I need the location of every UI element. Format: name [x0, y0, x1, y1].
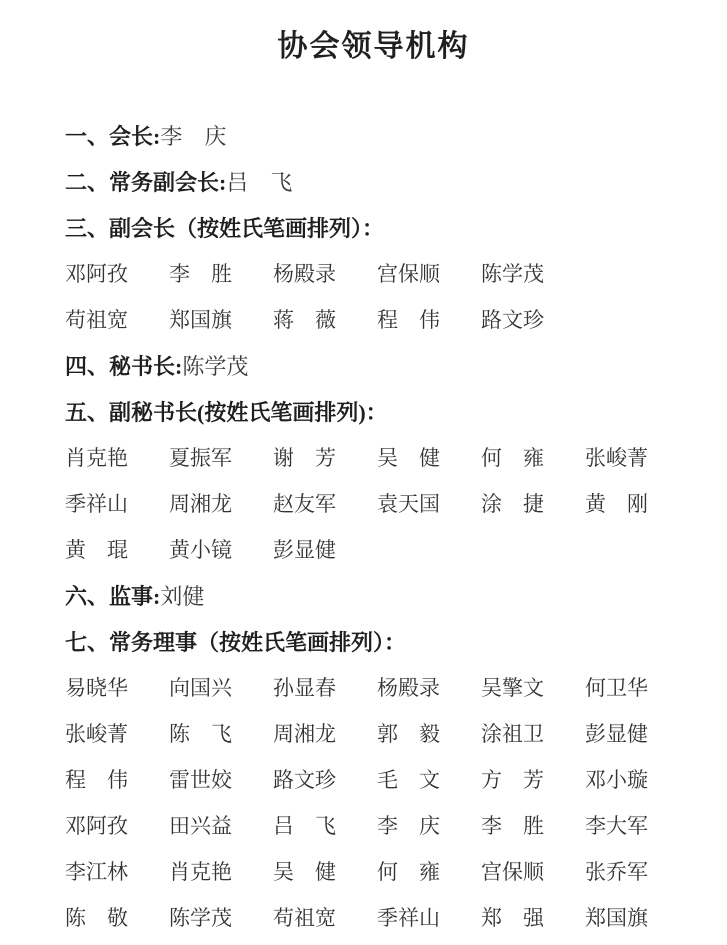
- member-name: 蒋 薇: [273, 308, 336, 332]
- heading-president: [65, 112, 682, 158]
- member-name: 夏振军: [169, 446, 232, 470]
- member-name: 郑 强: [481, 906, 544, 930]
- heading-president-name: 李 庆: [160, 123, 227, 149]
- heading-deputy-secretaries: [65, 388, 682, 434]
- member-name: 彭显健: [273, 538, 336, 562]
- member-name: 张峻菁: [65, 722, 128, 746]
- member-name: 毛 文: [377, 768, 440, 792]
- member-name: 何 雍: [377, 860, 440, 884]
- heading-secretary-general-name: 陈学茂: [182, 353, 249, 379]
- vice-presidents-row-2: [65, 296, 682, 342]
- deputy-secretaries-row-1: [65, 434, 682, 480]
- member-name: 易晓华: [65, 676, 128, 700]
- member-name: 黄 琨: [65, 538, 128, 562]
- heading-secretary-general-label: 四、秘书长:: [65, 353, 183, 379]
- member-name: 路文珍: [481, 308, 544, 332]
- member-name: 李江林: [65, 860, 128, 884]
- standing-directors-row-4: [65, 802, 682, 848]
- member-name: 邓小璇: [585, 768, 648, 792]
- member-name: 杨殿录: [273, 262, 336, 286]
- member-name: 吴擎文: [481, 676, 544, 700]
- heading-standing-directors: [65, 618, 682, 664]
- member-name: 吕 飞: [273, 814, 336, 838]
- member-name: 陈学茂: [481, 262, 544, 286]
- heading-president-label: 一、会长:: [65, 123, 161, 149]
- heading-supervisor: [65, 572, 682, 618]
- deputy-secretaries-row-3: [65, 526, 682, 572]
- member-name: 田兴益: [169, 814, 232, 838]
- member-name: 郑国旗: [585, 906, 648, 930]
- member-name: 雷世姣: [169, 768, 232, 792]
- member-name: 彭显健: [585, 722, 648, 746]
- member-name: 方 芳: [481, 768, 544, 792]
- heading-secretary-general: [65, 342, 682, 388]
- member-name: 苟祖宽: [273, 906, 336, 930]
- vice-presidents-row-1: [65, 250, 682, 296]
- member-name: 肖克艳: [169, 860, 232, 884]
- member-name: 何 雍: [481, 446, 544, 470]
- member-name: 孙显春: [273, 676, 336, 700]
- standing-directors-row-1: [65, 664, 682, 710]
- member-name: 何卫华: [585, 676, 648, 700]
- member-name: 赵友军: [273, 492, 336, 516]
- member-name: 黄小镜: [169, 538, 232, 562]
- heading-executive-vice-president-name: 吕 飞: [226, 169, 293, 195]
- document-body: [65, 112, 682, 940]
- member-name: 宫保顺: [481, 860, 544, 884]
- member-name: 陈 敬: [65, 906, 128, 930]
- heading-executive-vice-president: [65, 158, 682, 204]
- member-name: 苟祖宽: [65, 308, 128, 332]
- member-name: 张乔军: [585, 860, 648, 884]
- member-name: 郑国旗: [169, 308, 232, 332]
- member-name: 季祥山: [377, 906, 440, 930]
- member-name: 袁天国: [377, 492, 440, 516]
- member-name: 周湘龙: [169, 492, 232, 516]
- standing-directors-row-6: [65, 894, 682, 940]
- member-name: 吴 健: [377, 446, 440, 470]
- member-name: 杨殿录: [377, 676, 440, 700]
- member-name: 程 伟: [65, 768, 128, 792]
- member-name: 涂祖卫: [481, 722, 544, 746]
- member-name: 谢 芳: [273, 446, 336, 470]
- member-name: 邓阿孜: [65, 814, 128, 838]
- member-name: 向国兴: [169, 676, 232, 700]
- member-name: 陈学茂: [169, 906, 232, 930]
- member-name: 周湘龙: [273, 722, 336, 746]
- member-name: 李 胜: [169, 262, 232, 286]
- heading-supervisor-label: 六、监事:: [65, 583, 161, 609]
- heading-vice-presidents-label: 三、副会长（按姓氏笔画排列）：: [65, 215, 385, 241]
- member-name: 涂 捷: [481, 492, 544, 516]
- page-title: 协会领导机构: [277, 30, 470, 63]
- heading-executive-vice-president-label: 二、常务副会长:: [65, 169, 227, 195]
- member-name: 路文珍: [273, 768, 336, 792]
- member-name: 季祥山: [65, 492, 128, 516]
- member-name: 肖克艳: [65, 446, 128, 470]
- standing-directors-row-2: [65, 710, 682, 756]
- member-name: 程 伟: [377, 308, 440, 332]
- heading-supervisor-name: 刘健: [160, 583, 205, 609]
- standing-directors-row-3: [65, 756, 682, 802]
- heading-vice-presidents: [65, 204, 682, 250]
- heading-deputy-secretaries-label: 五、副秘书长(按姓氏笔画排列)：: [65, 399, 388, 425]
- member-name: 陈 飞: [169, 722, 232, 746]
- member-name: 郭 毅: [377, 722, 440, 746]
- member-name: 吴 健: [273, 860, 336, 884]
- deputy-secretaries-row-2: [65, 480, 682, 526]
- heading-standing-directors-label: 七、常务理事（按姓氏笔画排列）：: [65, 629, 407, 655]
- member-name: 李 胜: [481, 814, 544, 838]
- member-name: 李 庆: [377, 814, 440, 838]
- member-name: 黄 刚: [585, 492, 648, 516]
- standing-directors-row-5: [65, 848, 682, 894]
- member-name: 李大军: [585, 814, 648, 838]
- member-name: 张峻菁: [585, 446, 648, 470]
- member-name: 宫保顺: [377, 262, 440, 286]
- member-name: 邓阿孜: [65, 262, 128, 286]
